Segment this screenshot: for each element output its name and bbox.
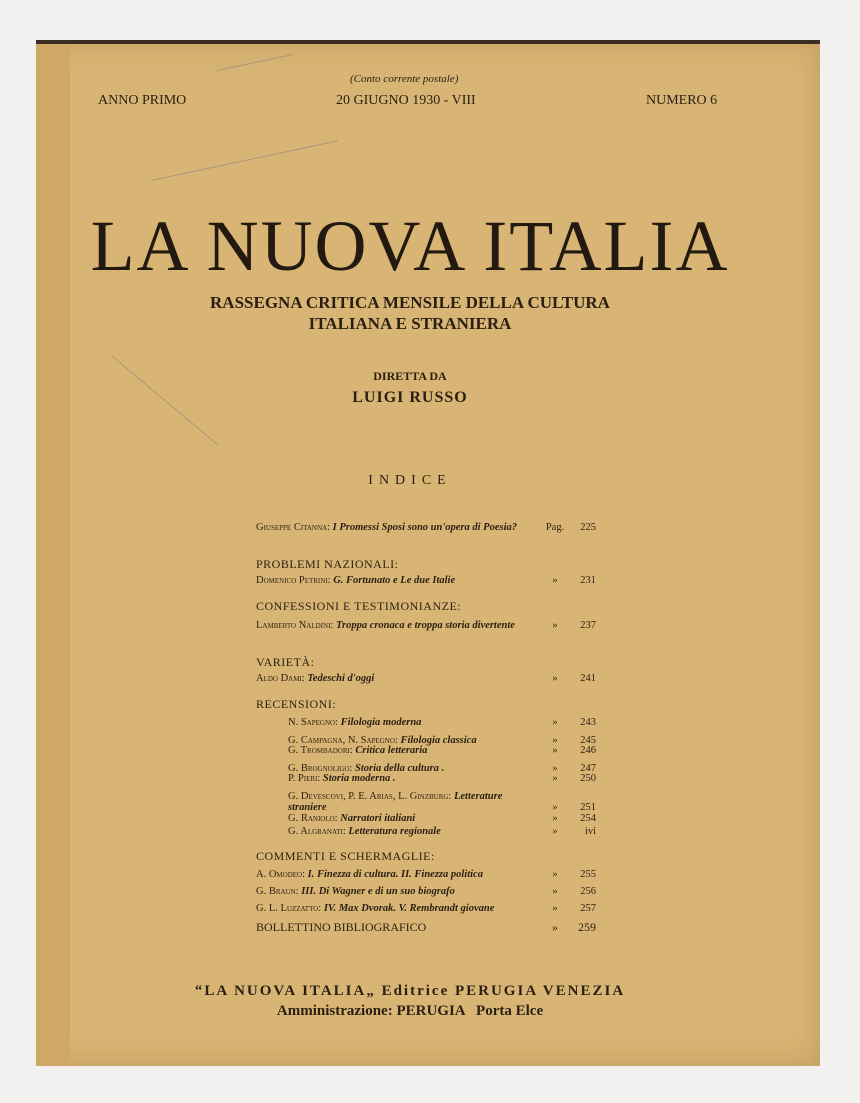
index-entry	[288, 826, 596, 837]
index-section-heading: VARIETÀ:	[256, 655, 315, 669]
magazine-title: LA NUOVA ITALIA	[90, 206, 730, 286]
page-number: 250	[580, 773, 596, 784]
entry-label: BOLLETTINO BIBLIOGRAFICO	[256, 920, 427, 934]
page-marker: »	[552, 620, 558, 631]
entry-text	[256, 869, 542, 880]
page-marker: »	[552, 813, 558, 824]
page-number: 259	[578, 920, 596, 934]
index-entry	[288, 745, 596, 756]
page-number: 225	[580, 522, 596, 533]
entry-text	[288, 773, 542, 784]
index-entry	[256, 620, 596, 631]
entry-title: I. Finezza di cultura. II. Finezza politica	[307, 869, 483, 880]
page-number: 257	[580, 903, 596, 914]
index-entry	[256, 522, 596, 533]
page-number: 246	[580, 745, 596, 756]
publisher-line: “LA NUOVA ITALIA„ Editrice PERUGIA VENEZIA	[194, 983, 626, 999]
entry-author: G. Braun:	[256, 886, 299, 897]
entry-title: Filologia classica	[400, 735, 477, 746]
cover-top-edge	[36, 40, 820, 44]
entry-text	[288, 745, 542, 756]
subtitle-line-1: RASSEGNA CRITICA MENSILE DELLA CULTURA	[210, 293, 610, 312]
index-section-heading: CONFESSIONI E TESTIMONIANZE:	[256, 599, 462, 613]
page-number: ivi	[584, 826, 596, 837]
page-marker: »	[552, 717, 558, 728]
page-number: 245	[580, 735, 596, 746]
entry-author: N. Sapegno:	[288, 717, 338, 728]
entry-author: G. L. Luzzatto:	[256, 903, 322, 914]
page-number: 243	[580, 717, 596, 728]
index-entry	[256, 869, 596, 880]
postal-note: (Conto corrente postale)	[350, 73, 459, 85]
page-marker: »	[552, 802, 558, 813]
entry-author: Aldo Dami:	[256, 673, 305, 684]
page-number: 247	[580, 763, 596, 774]
entry-author: Domenico Petrini:	[256, 575, 331, 586]
page-number: 255	[580, 869, 596, 880]
page-number: 237	[580, 620, 596, 631]
entry-author: P. Pieri:	[288, 773, 321, 784]
entry-text	[256, 575, 542, 586]
entry-author: Giuseppe Citanna:	[256, 522, 331, 533]
entry-title: Narratori italiani	[340, 813, 416, 824]
entry-text	[256, 673, 542, 684]
index-entry	[288, 813, 596, 824]
page-number: 256	[580, 886, 596, 897]
page-marker: Pag.	[545, 522, 565, 533]
index-heading: INDICE	[368, 473, 452, 488]
entry-text	[288, 717, 542, 728]
page-number: 231	[580, 575, 596, 586]
entry-author: G. Brognoligo:	[288, 763, 353, 774]
entry-text	[256, 920, 542, 935]
entry-text	[256, 522, 542, 533]
entry-title: Critica letteraria	[355, 745, 428, 756]
index-entry	[288, 717, 596, 728]
entry-author: A. Omodeo:	[256, 869, 305, 880]
entry-title: Letteratura regionale	[348, 826, 441, 837]
entry-text	[256, 886, 542, 897]
entry-title: Letterature straniere	[288, 791, 503, 813]
page-marker: »	[552, 735, 558, 746]
director-label: DIRETTA DA	[373, 369, 447, 383]
page-marker: »	[552, 673, 558, 684]
index-section-heading: PROBLEMI NAZIONALI:	[256, 557, 399, 571]
index-entry	[256, 903, 596, 914]
entry-text	[288, 813, 542, 824]
index-section-heading: COMMENTI E SCHERMAGLIE:	[256, 849, 435, 863]
page-marker: »	[552, 745, 558, 756]
subtitle-line-2: ITALIANA E STRANIERA	[308, 314, 512, 333]
index-entry	[256, 575, 596, 586]
administration-line: Amministrazione: PERUGIA Porta Elce	[276, 1003, 544, 1019]
entry-title: Storia moderna .	[322, 773, 396, 784]
entry-title: Storia della cultura .	[355, 763, 445, 774]
page-marker: »	[552, 869, 558, 880]
index-section-heading: RECENSIONI:	[256, 697, 337, 711]
entry-text	[288, 791, 542, 813]
page-number: 251	[580, 802, 596, 813]
binding-strip	[36, 40, 70, 1066]
entry-text	[288, 826, 542, 837]
page-number: 241	[580, 673, 596, 684]
entry-author: G. Raniolo:	[288, 813, 338, 824]
index-entry	[256, 886, 596, 897]
entry-text	[256, 620, 542, 631]
entry-title: III. Di Wagner e di un suo biografo	[301, 886, 455, 897]
entry-title: Filologia moderna	[340, 717, 422, 728]
page-marker: »	[552, 920, 558, 934]
entry-title: Tedeschi d'oggi	[307, 673, 375, 684]
entry-author: G. Campagna, N. Sapegno:	[288, 735, 398, 746]
entry-title: I Promessi Sposi sono un'opera di Poesia?	[332, 522, 518, 533]
issue-date: 20 GIUGNO 1930 - VIII	[336, 93, 476, 108]
director-name: LUIGI RUSSO	[352, 389, 468, 406]
page-marker: »	[552, 763, 558, 774]
index-entry	[256, 673, 596, 684]
entry-text	[256, 903, 542, 914]
volume-label: ANNO PRIMO	[98, 93, 187, 108]
entry-author: G. Devescovi, P. E. Arias, L. Ginzburg:	[288, 791, 452, 802]
page-marker: »	[552, 903, 558, 914]
issue-number: NUMERO 6	[646, 93, 718, 108]
index-entry	[288, 791, 596, 813]
page-marker: »	[552, 575, 558, 586]
entry-author: G. Algranati:	[288, 826, 346, 837]
entry-title: IV. Max Dvorak. V. Rembrandt giovane	[323, 903, 495, 914]
entry-author: Lamberto Naldini:	[256, 620, 334, 631]
page-marker: »	[552, 826, 558, 837]
index-section-heading	[256, 920, 596, 935]
page-marker: »	[552, 886, 558, 897]
page-number: 254	[580, 813, 596, 824]
entry-author: G. Trombadori:	[288, 745, 353, 756]
page-marker: »	[552, 773, 558, 784]
entry-title: Troppa cronaca e troppa storia divertente	[335, 620, 515, 631]
entry-title: G. Fortunato e Le due Italie	[333, 575, 456, 586]
index-entry	[288, 773, 596, 784]
